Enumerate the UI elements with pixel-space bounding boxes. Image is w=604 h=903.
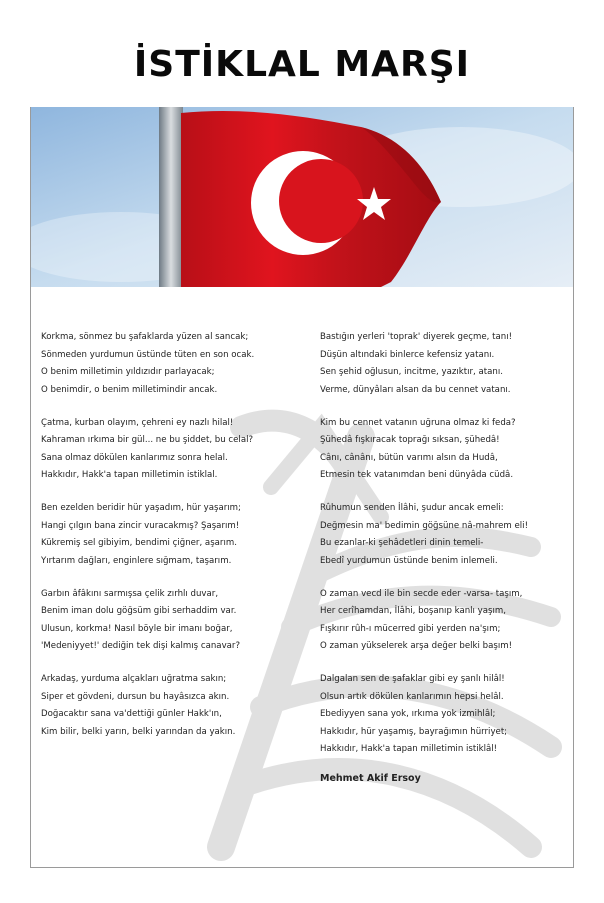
verse-line: Dalgalan sen de şafaklar gibi ey şanlı hilâl! xyxy=(320,674,505,684)
stanza xyxy=(41,500,299,570)
verse-line: Fışkırır rûh-ı mücerred gibi yerden na'şım; xyxy=(320,623,501,634)
poster-frame xyxy=(30,107,574,868)
verse-line: Kim bu cennet vatanın uğruna olmaz ki feda? xyxy=(320,417,516,428)
verse-line: Değmesin ma' bedimin göğsüne nâ-mahrem eli! xyxy=(320,520,529,531)
stanza xyxy=(41,415,299,485)
verse-line: O zaman vecd ile bin secde eder -varsa- taşım, xyxy=(320,588,523,599)
verse-line: 'Medeniyyet!' dediğin tek dişi kalmış canavar? xyxy=(41,641,241,651)
right-column xyxy=(320,329,570,788)
verse-line: Bu ezanlar-ki şehâdetleri dinin temeli- xyxy=(320,538,484,548)
stanza xyxy=(320,500,570,570)
verse-line: Kükremiş sel gibiyim, bendimi çiğner, aşarım. xyxy=(41,538,237,548)
author-signature: Mehmet Akif Ersoy xyxy=(320,773,421,784)
verse-line: Verme, dünyâları alsan da bu cennet vatanı. xyxy=(320,384,511,395)
verse-line: Kahraman ırkıma bir gül... ne bu şiddet, bu celal? xyxy=(41,435,254,445)
verse-line: Garbın âfâkını sarmışsa çelik zırhlı duvar, xyxy=(41,588,219,599)
verse-line: Hakkıdır, Hakk'a tapan milletimin istiklal. xyxy=(41,470,218,480)
verse-line: Hangi çılgın bana zincir vuracakmış? Şaşarım! xyxy=(41,520,240,531)
verse-line: Her cerîhamdan, İlâhi, boşanıp kanlı yaşım, xyxy=(320,606,506,616)
verse-line: Korkma, sönmez bu şafaklarda yüzen al sancak; xyxy=(41,332,249,342)
verse-line: Rûhumun senden İlâhi, şudur ancak emeli: xyxy=(320,503,504,513)
left-column xyxy=(41,329,299,757)
verse-line: O zaman yükselerek arşa değer belki başım! xyxy=(320,641,513,651)
verse-line: Sönmeden yurdumun üstünde tüten en son ocak. xyxy=(41,349,255,360)
stanza xyxy=(41,586,299,656)
verse-line: Olsun artık dökülen kanlarımın hepsi helâl. xyxy=(320,691,504,702)
flag-banner xyxy=(31,107,573,287)
verse-line: Benim iman dolu göğsüm gibi serhaddim var. xyxy=(41,606,237,616)
verse-line: Çatma, kurban olayım, çehreni ey nazlı hilal! xyxy=(41,417,234,428)
verse-line: Ulusun, korkma! Nasıl böyle bir imanı boğar, xyxy=(41,623,233,634)
verse-line: Cânı, cânânı, bütün varımı alsın da Hudâ, xyxy=(320,452,498,463)
verse-line: Doğacaktır sana va'dettiği günler Hakk'ın, xyxy=(41,709,222,719)
verse-line: Ebedî yurdumun üstünde benim inlemeli. xyxy=(320,555,498,566)
verse-line: Ebediyyen sana yok, ırkıma yok izmihlâl; xyxy=(320,709,496,719)
verse-line: Hakkıdır, hür yaşamış, bayrağımın hürriyet; xyxy=(320,726,508,737)
verse-line: Bastığın yerleri 'toprak' diyerek geçme, tanı! xyxy=(320,332,513,342)
verse-line: Düşün altındaki binlerce kefensiz yatanı. xyxy=(320,349,495,360)
verse-line: Kim bilir, belki yarın, belki yarından da yakın. xyxy=(41,726,236,737)
stanza xyxy=(320,586,570,656)
verse-line: O benimdir, o benim milletimindir ancak. xyxy=(41,384,218,395)
stanza xyxy=(41,329,299,399)
verse-line: Arkadaş, yurduma alçakları uğratma sakın; xyxy=(41,674,227,684)
verse-line: Etmesin tek vatanımdan beni dünyâda cüdâ. xyxy=(320,470,514,480)
verse-line: Şühedâ fışkıracak toprağı sıksan, şühedâ! xyxy=(320,435,500,445)
stanza xyxy=(320,671,570,759)
verse-line: Hakkıdır, Hakk'a tapan milletimin istiklâl! xyxy=(320,744,498,754)
verse-line: Yırtarım dağları, enginlere sığmam, taşarım. xyxy=(41,555,232,566)
stanza xyxy=(320,415,570,485)
verse-line: Ben ezelden beridir hür yaşadım, hür yaşarım; xyxy=(41,503,241,513)
page-title: İSTİKLAL MARŞI xyxy=(133,44,471,85)
verse-line: Siper et gövdeni, dursun bu hayâsızca akın. xyxy=(41,691,230,702)
turkish-flag-image xyxy=(31,107,573,287)
stanza xyxy=(320,329,570,399)
verse-line: Sana olmaz dökülen kanlarımız sonra helal. xyxy=(41,452,228,463)
verse-line: O benim milletimin yıldızıdır parlayacak; xyxy=(41,367,215,377)
verse-line: Sen şehid oğlusun, incitme, yazıktır, atanı. xyxy=(320,367,503,377)
stanza xyxy=(41,671,299,741)
